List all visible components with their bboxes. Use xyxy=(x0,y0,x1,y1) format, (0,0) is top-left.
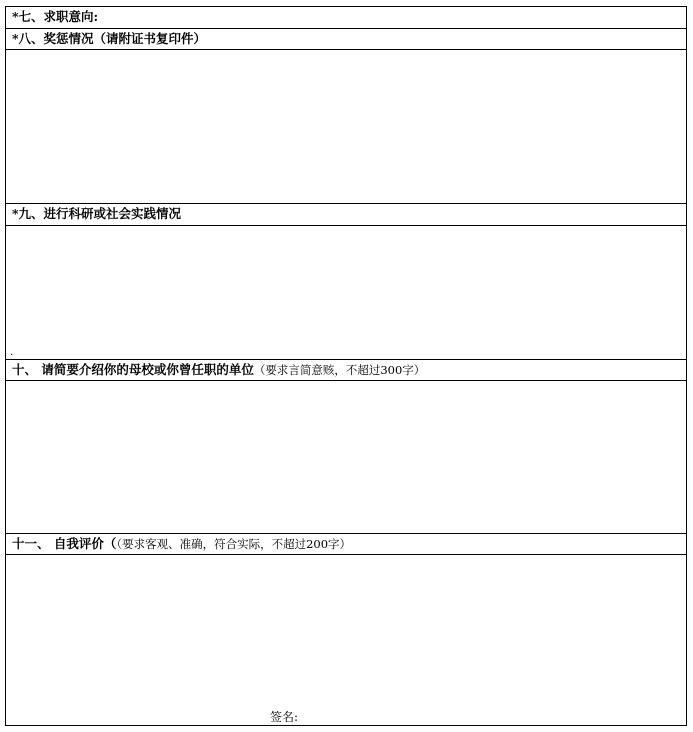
section-school-note: （要求言简意赅，不超过300字） xyxy=(253,363,426,377)
section-self-eval-heading xyxy=(6,533,686,554)
section-school-label: 十、 请简要介绍你的母校或你曾任职的单位 xyxy=(12,362,254,377)
section-self-eval-label: 十一、 自我评价（ xyxy=(12,536,117,551)
section-self-eval-note: （要求客观、准确，符合实际，不超过200字） xyxy=(116,537,352,551)
section-school-field[interactable] xyxy=(6,380,686,533)
section-research-label: *九、进行科研或社会实践情况 xyxy=(12,206,182,221)
section-school-heading xyxy=(6,359,686,380)
section-job-intention-heading xyxy=(6,7,686,28)
application-form xyxy=(5,6,687,726)
section-awards-label: *八、奖惩情况（请附证书复印件） xyxy=(12,31,207,46)
section-self-eval-field[interactable] xyxy=(6,554,686,725)
section-research-heading xyxy=(6,203,686,225)
section-job-intention-label: *七、求职意向: xyxy=(12,9,99,24)
signature-label: 签名: xyxy=(270,710,299,724)
section-research-field[interactable] xyxy=(6,225,686,359)
section-awards-field[interactable] xyxy=(6,49,686,203)
section-awards-heading xyxy=(6,28,686,49)
stray-mark: . xyxy=(10,347,14,358)
